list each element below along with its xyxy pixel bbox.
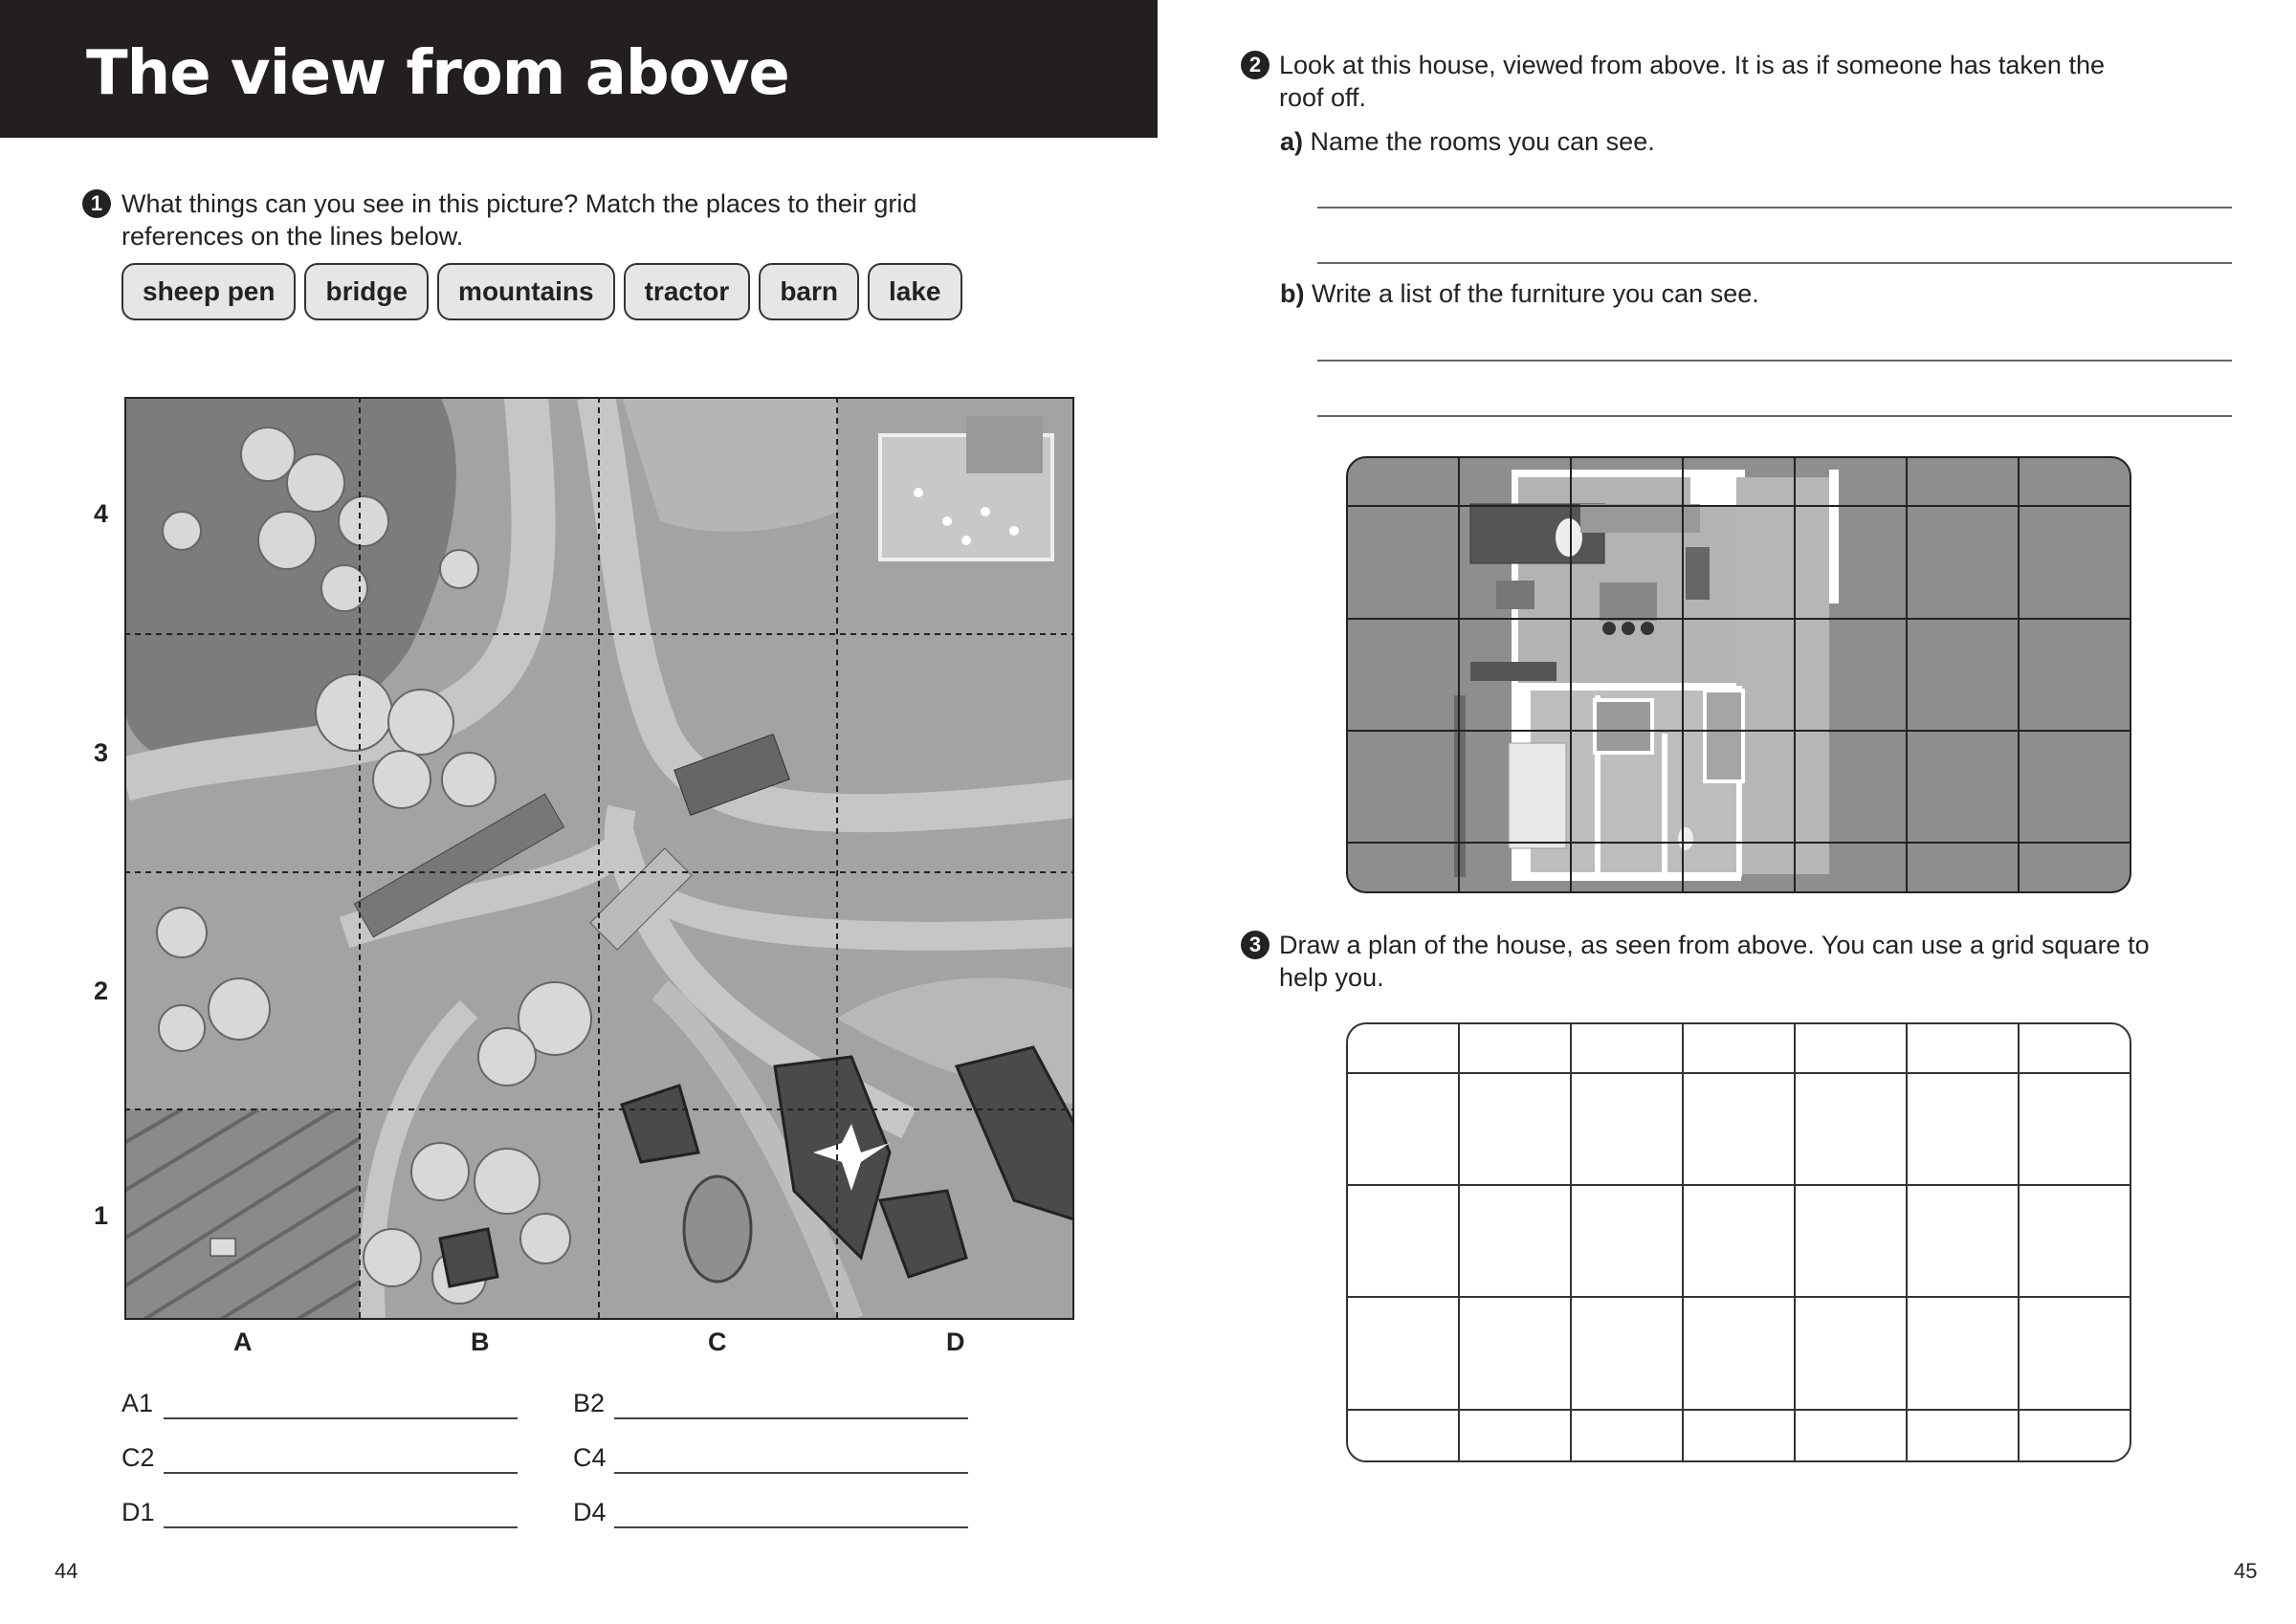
question-1-text [121,187,916,252]
word-chip-bridge: bridge [304,263,429,320]
kitchen-island [1600,582,1657,621]
question-3-line-2: help you. [1279,963,1384,992]
question-2a [1280,125,1655,158]
word-chip-mountains: mountains [437,263,615,320]
question-2-line-1: Look at this house, viewed from above. It is as if someone has taken the [1279,51,2105,79]
row-label-3: 3 [94,738,109,767]
question-1-number: 1 [82,189,111,218]
question-2-line-2: roof off. [1279,83,1367,112]
question-2a-text: Name the rooms you can see. [1310,127,1655,156]
house-top-view-image [1346,456,2131,893]
field [124,1109,360,1320]
question-3-text [1279,929,2150,994]
answer-label-a1: A1 [121,1389,154,1417]
sheep-pen [880,416,1052,560]
answer-label-c4: C4 [573,1443,607,1472]
question-2-text [1279,49,2105,114]
farm-map-image [124,397,1074,1320]
drawing-grid[interactable] [1346,1022,2131,1462]
column-label-b: B [471,1328,490,1356]
answer-label-b2: B2 [573,1389,606,1417]
word-chip-barn: barn [759,263,859,320]
question-1-line-2: references on the lines below. [121,222,464,251]
rug [1496,581,1534,609]
answer-line-d1[interactable] [164,1526,518,1528]
question-2-number: 2 [1241,51,1269,79]
word-chip-tractor: tractor [624,263,751,320]
question-2b [1280,277,1759,310]
row-label-2: 2 [94,977,109,1005]
row-label-4: 4 [94,499,109,528]
answer-line-furniture-1[interactable] [1317,360,2232,362]
answer-label-d4: D4 [573,1498,607,1526]
bed [1509,743,1566,848]
answer-line-b2[interactable] [614,1417,968,1419]
column-label-c: C [708,1328,727,1356]
word-chip-lake: lake [868,263,962,320]
row-label-1: 1 [94,1201,109,1230]
question-2a-label: a) [1280,127,1304,156]
question-3-line-1: Draw a plan of the house, as seen from above. You can use a grid square to [1279,931,2150,959]
answer-line-furniture-2[interactable] [1317,415,2232,417]
answer-line-c2[interactable] [164,1472,518,1474]
column-label-d: D [946,1328,965,1356]
column-label-a: A [233,1328,253,1356]
answer-line-d4[interactable] [614,1526,968,1528]
tv-stand [1470,662,1556,681]
word-bank [121,263,962,320]
tractor [210,1239,235,1256]
word-chip-sheep-pen: sheep pen [121,263,296,320]
answer-line-a1[interactable] [164,1417,518,1419]
toilet [1678,827,1693,850]
answer-line-rooms-2[interactable] [1317,262,2232,264]
question-2b-label: b) [1280,279,1305,308]
answer-line-c4[interactable] [614,1472,968,1474]
answer-label-c2: C2 [121,1443,155,1472]
page-number-left: 44 [55,1559,78,1583]
question-1-line-1: What things can you see in this picture? Match the places to their grid [121,189,917,218]
question-2b-text: Write a list of the furniture you can see. [1312,279,1759,308]
question-3-number: 3 [1241,931,1269,959]
answer-line-rooms-1[interactable] [1317,207,2232,208]
page-title: The view from above [86,38,789,109]
page-number-right: 45 [2234,1559,2258,1583]
answer-label-d1: D1 [121,1498,155,1526]
